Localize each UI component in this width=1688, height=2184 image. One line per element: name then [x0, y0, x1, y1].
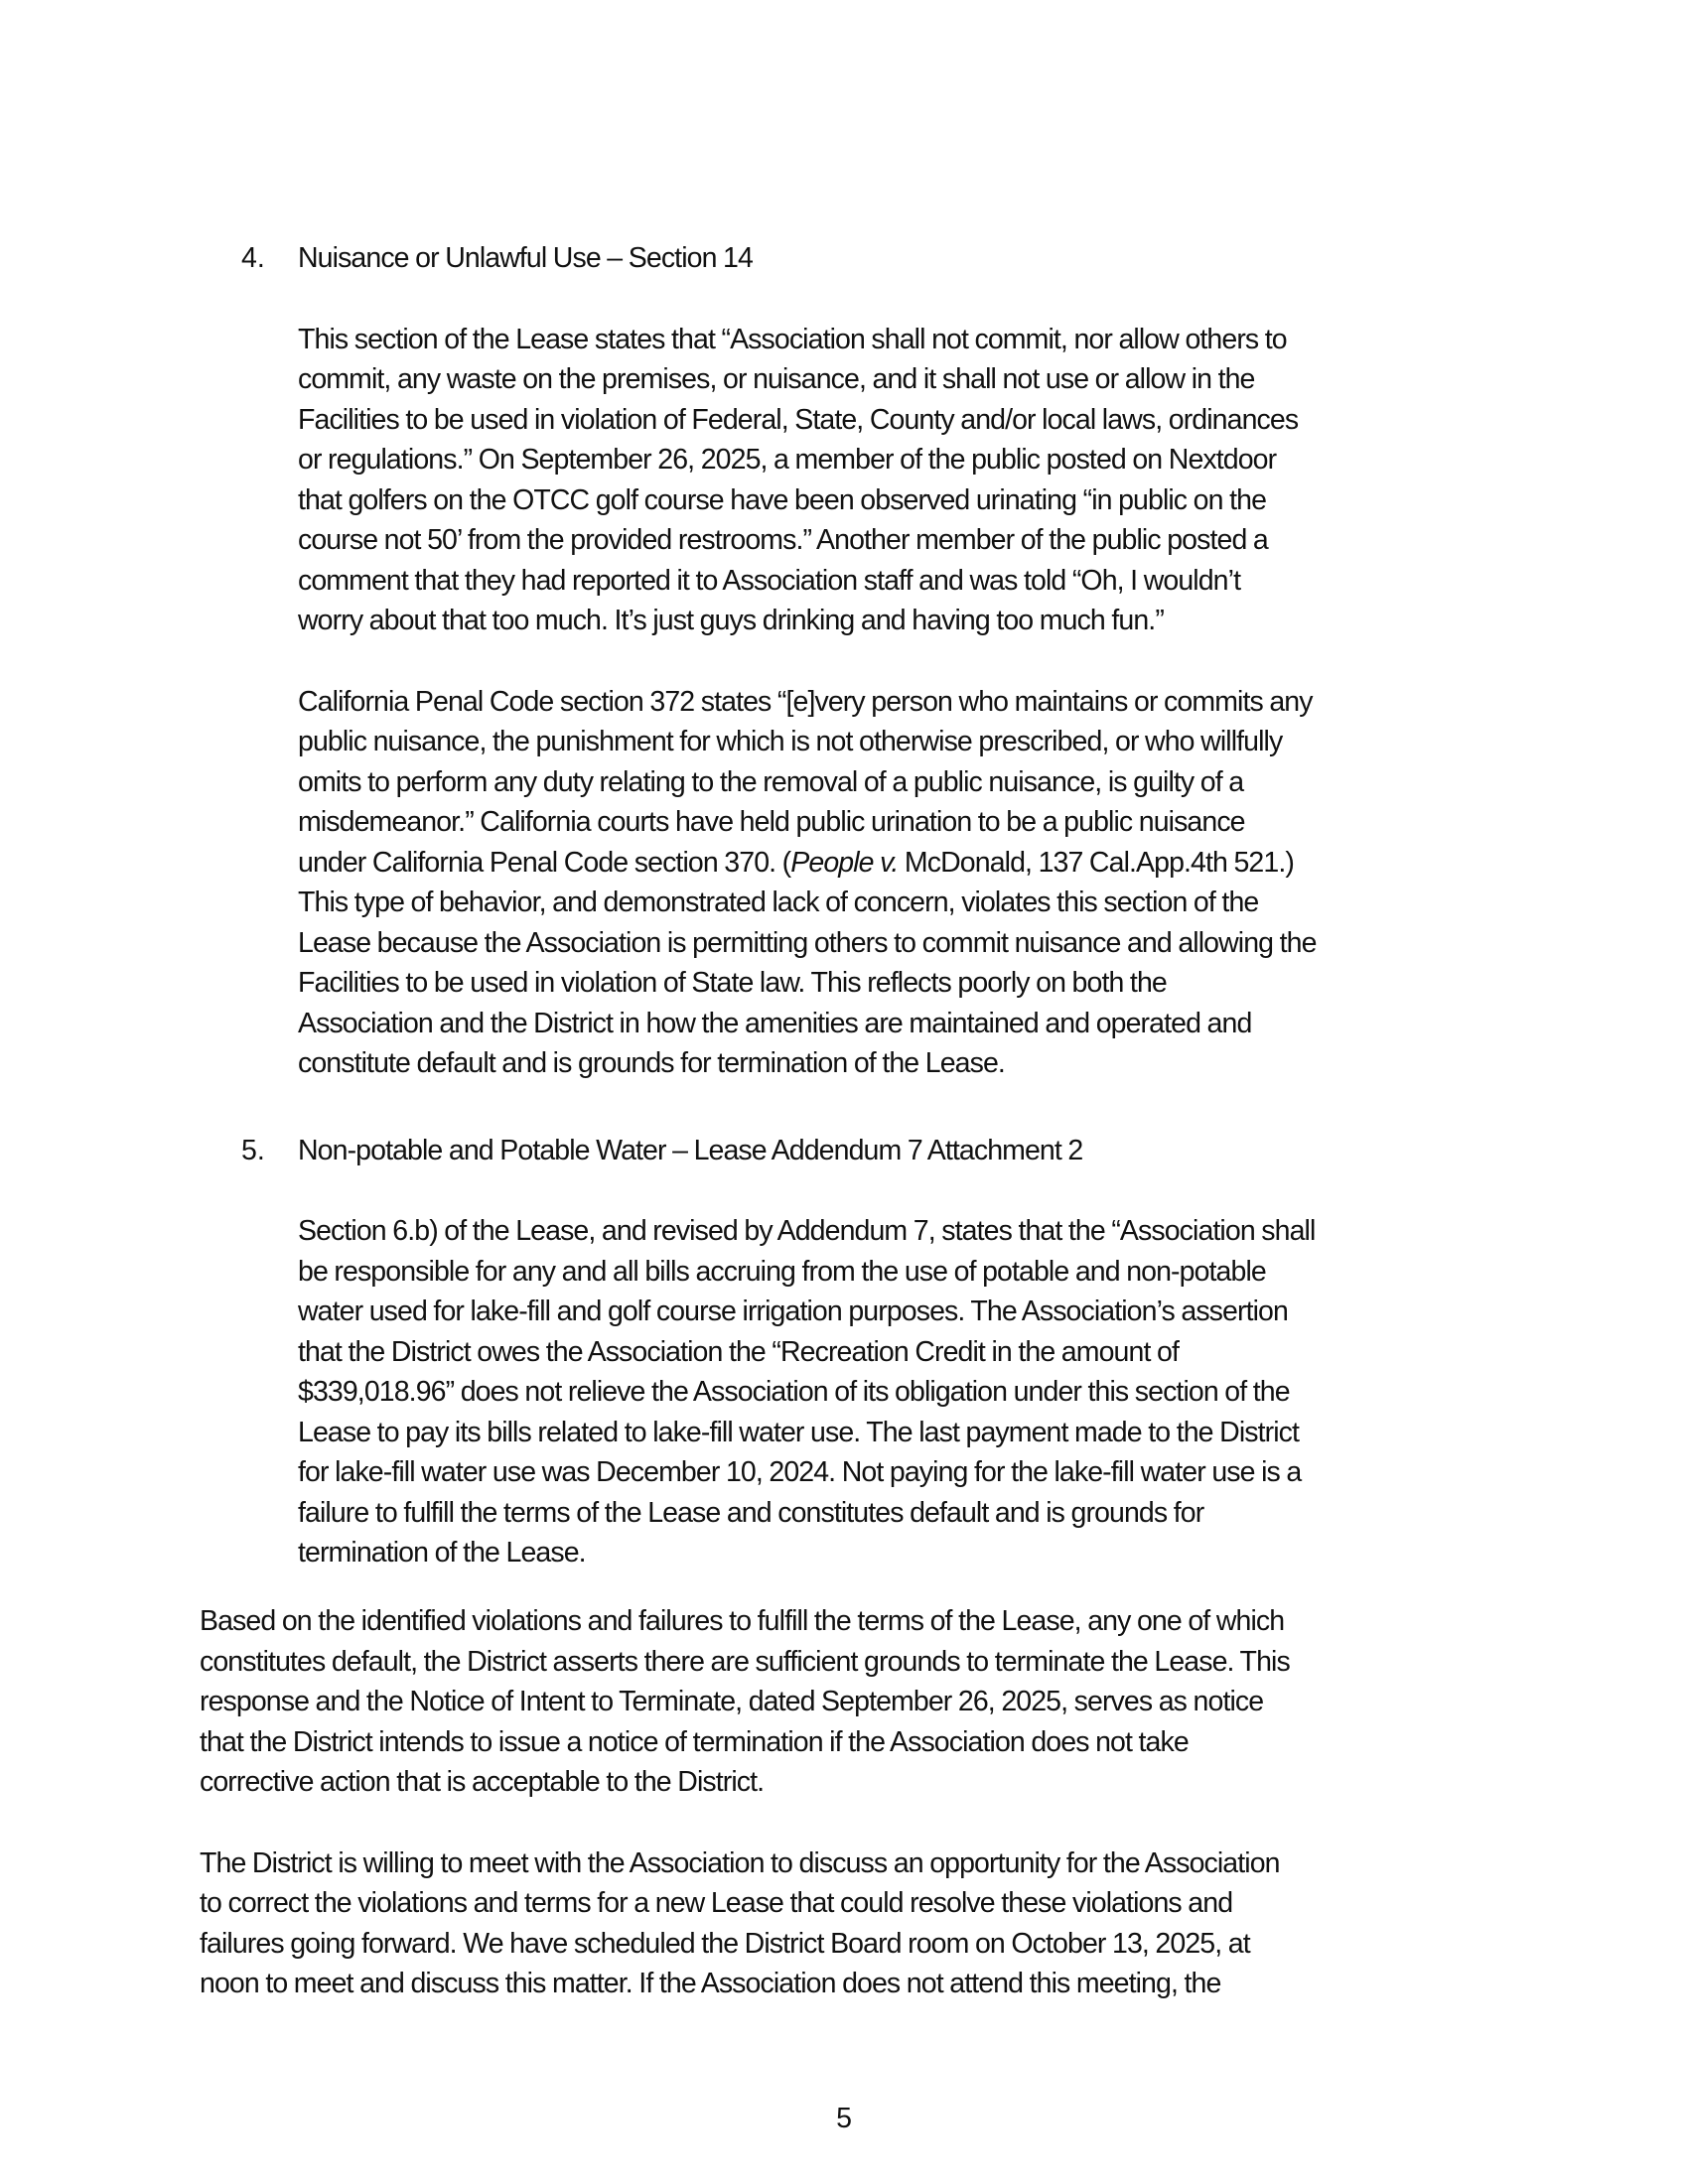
- text-line: corrective action that is acceptable to the District.: [200, 1766, 765, 1798]
- text-line: be responsible for any and all bills accruing from the use of potable and non-potable: [298, 1256, 1266, 1288]
- text-line: Section 6.b) of the Lease, and revised by Addendum 7, states that the “Association shall: [298, 1215, 1316, 1247]
- text-line: course not 50’ from the provided restrooms.” Another member of the public posted a: [298, 524, 1268, 556]
- text-line: failures going forward. We have scheduled the District Board room on October 13, 2025, at: [200, 1928, 1250, 1960]
- text-line-with-citation: [298, 846, 1294, 880]
- section-4-number: 4.: [241, 242, 265, 274]
- text-line: This type of behavior, and demonstrated lack of concern, violates this section of the: [298, 887, 1259, 918]
- text-line: The District is willing to meet with the Association to discuss an opportunity for the Association: [200, 1847, 1280, 1879]
- text-line: Based on the identified violations and failures to fulfill the terms of the Lease, any one of which: [200, 1605, 1285, 1637]
- text-line: misdemeanor.” California courts have held public urination to be a public nuisance: [298, 806, 1245, 838]
- text-line: water used for lake-fill and golf course irrigation purposes. The Association’s assertion: [298, 1296, 1288, 1327]
- text-line: omits to perform any duty relating to the removal of a public nuisance, is guilty of a: [298, 766, 1244, 798]
- section-4-heading: Nuisance or Unlawful Use – Section 14: [298, 242, 753, 274]
- text-line: Lease to pay its bills related to lake-fill water use. The last payment made to the District: [298, 1417, 1300, 1448]
- text-line: response and the Notice of Intent to Terminate, dated September 26, 2025, serves as notice: [200, 1686, 1264, 1717]
- text-line: that golfers on the OTCC golf course have been observed urinating “in public on the: [298, 484, 1267, 516]
- case-citation: McDonald, 137 Cal.App.4th 521.): [898, 847, 1294, 879]
- page-number: 5: [836, 2103, 852, 2134]
- text-line: California Penal Code section 372 states “[e]very person who maintains or commits any: [298, 686, 1313, 718]
- text-line: that the District owes the Association the “Recreation Credit in the amount of: [298, 1336, 1179, 1368]
- text-line: or regulations.” On September 26, 2025, a member of the public posted on Nextdoor: [298, 444, 1277, 476]
- text-line: constitutes default, the District asserts there are sufficient grounds to terminate the Lease. This: [200, 1646, 1290, 1678]
- text-segment: under California Penal Code section 370. (: [298, 847, 791, 879]
- text-line: noon to meet and discuss this matter. If the Association does not attend this meeting, the: [200, 1968, 1221, 1999]
- text-line: for lake-fill water use was December 10, 2024. Not paying for the lake-fill water use is a: [298, 1456, 1302, 1488]
- text-line: constitute default and is grounds for termination of the Lease.: [298, 1047, 1005, 1079]
- section-5-heading: Non-potable and Potable Water – Lease Addendum 7 Attachment 2: [298, 1135, 1083, 1166]
- text-line: comment that they had reported it to Association staff and was told “Oh, I wouldn’t: [298, 565, 1241, 597]
- text-line: public nuisance, the punishment for which is not otherwise prescribed, or who willfully: [298, 726, 1283, 757]
- text-line: This section of the Lease states that “Association shall not commit, nor allow others to: [298, 324, 1287, 355]
- section-5-number: 5.: [241, 1135, 265, 1166]
- text-line: Association and the District in how the amenities are maintained and operated and: [298, 1008, 1252, 1039]
- text-line: commit, any waste on the premises, or nuisance, and it shall not use or allow in the: [298, 363, 1255, 395]
- text-line: Facilities to be used in violation of State law. This reflects poorly on both the: [298, 967, 1167, 999]
- text-line: termination of the Lease.: [298, 1537, 586, 1569]
- text-line: worry about that too much. It’s just guys drinking and having too much fun.”: [298, 605, 1164, 636]
- text-line: Lease because the Association is permitting others to commit nuisance and allowing the: [298, 927, 1317, 959]
- case-name: People v.: [790, 847, 899, 879]
- text-line: $339,018.96” does not relieve the Association of its obligation under this section of the: [298, 1376, 1290, 1408]
- text-line: to correct the violations and terms for a new Lease that could resolve these violations and: [200, 1887, 1233, 1919]
- text-line: Facilities to be used in violation of Federal, State, County and/or local laws, ordinances: [298, 404, 1299, 436]
- text-line: that the District intends to issue a notice of termination if the Association does not take: [200, 1726, 1189, 1758]
- text-line: failure to fulfill the terms of the Lease and constitutes default and is grounds for: [298, 1497, 1204, 1529]
